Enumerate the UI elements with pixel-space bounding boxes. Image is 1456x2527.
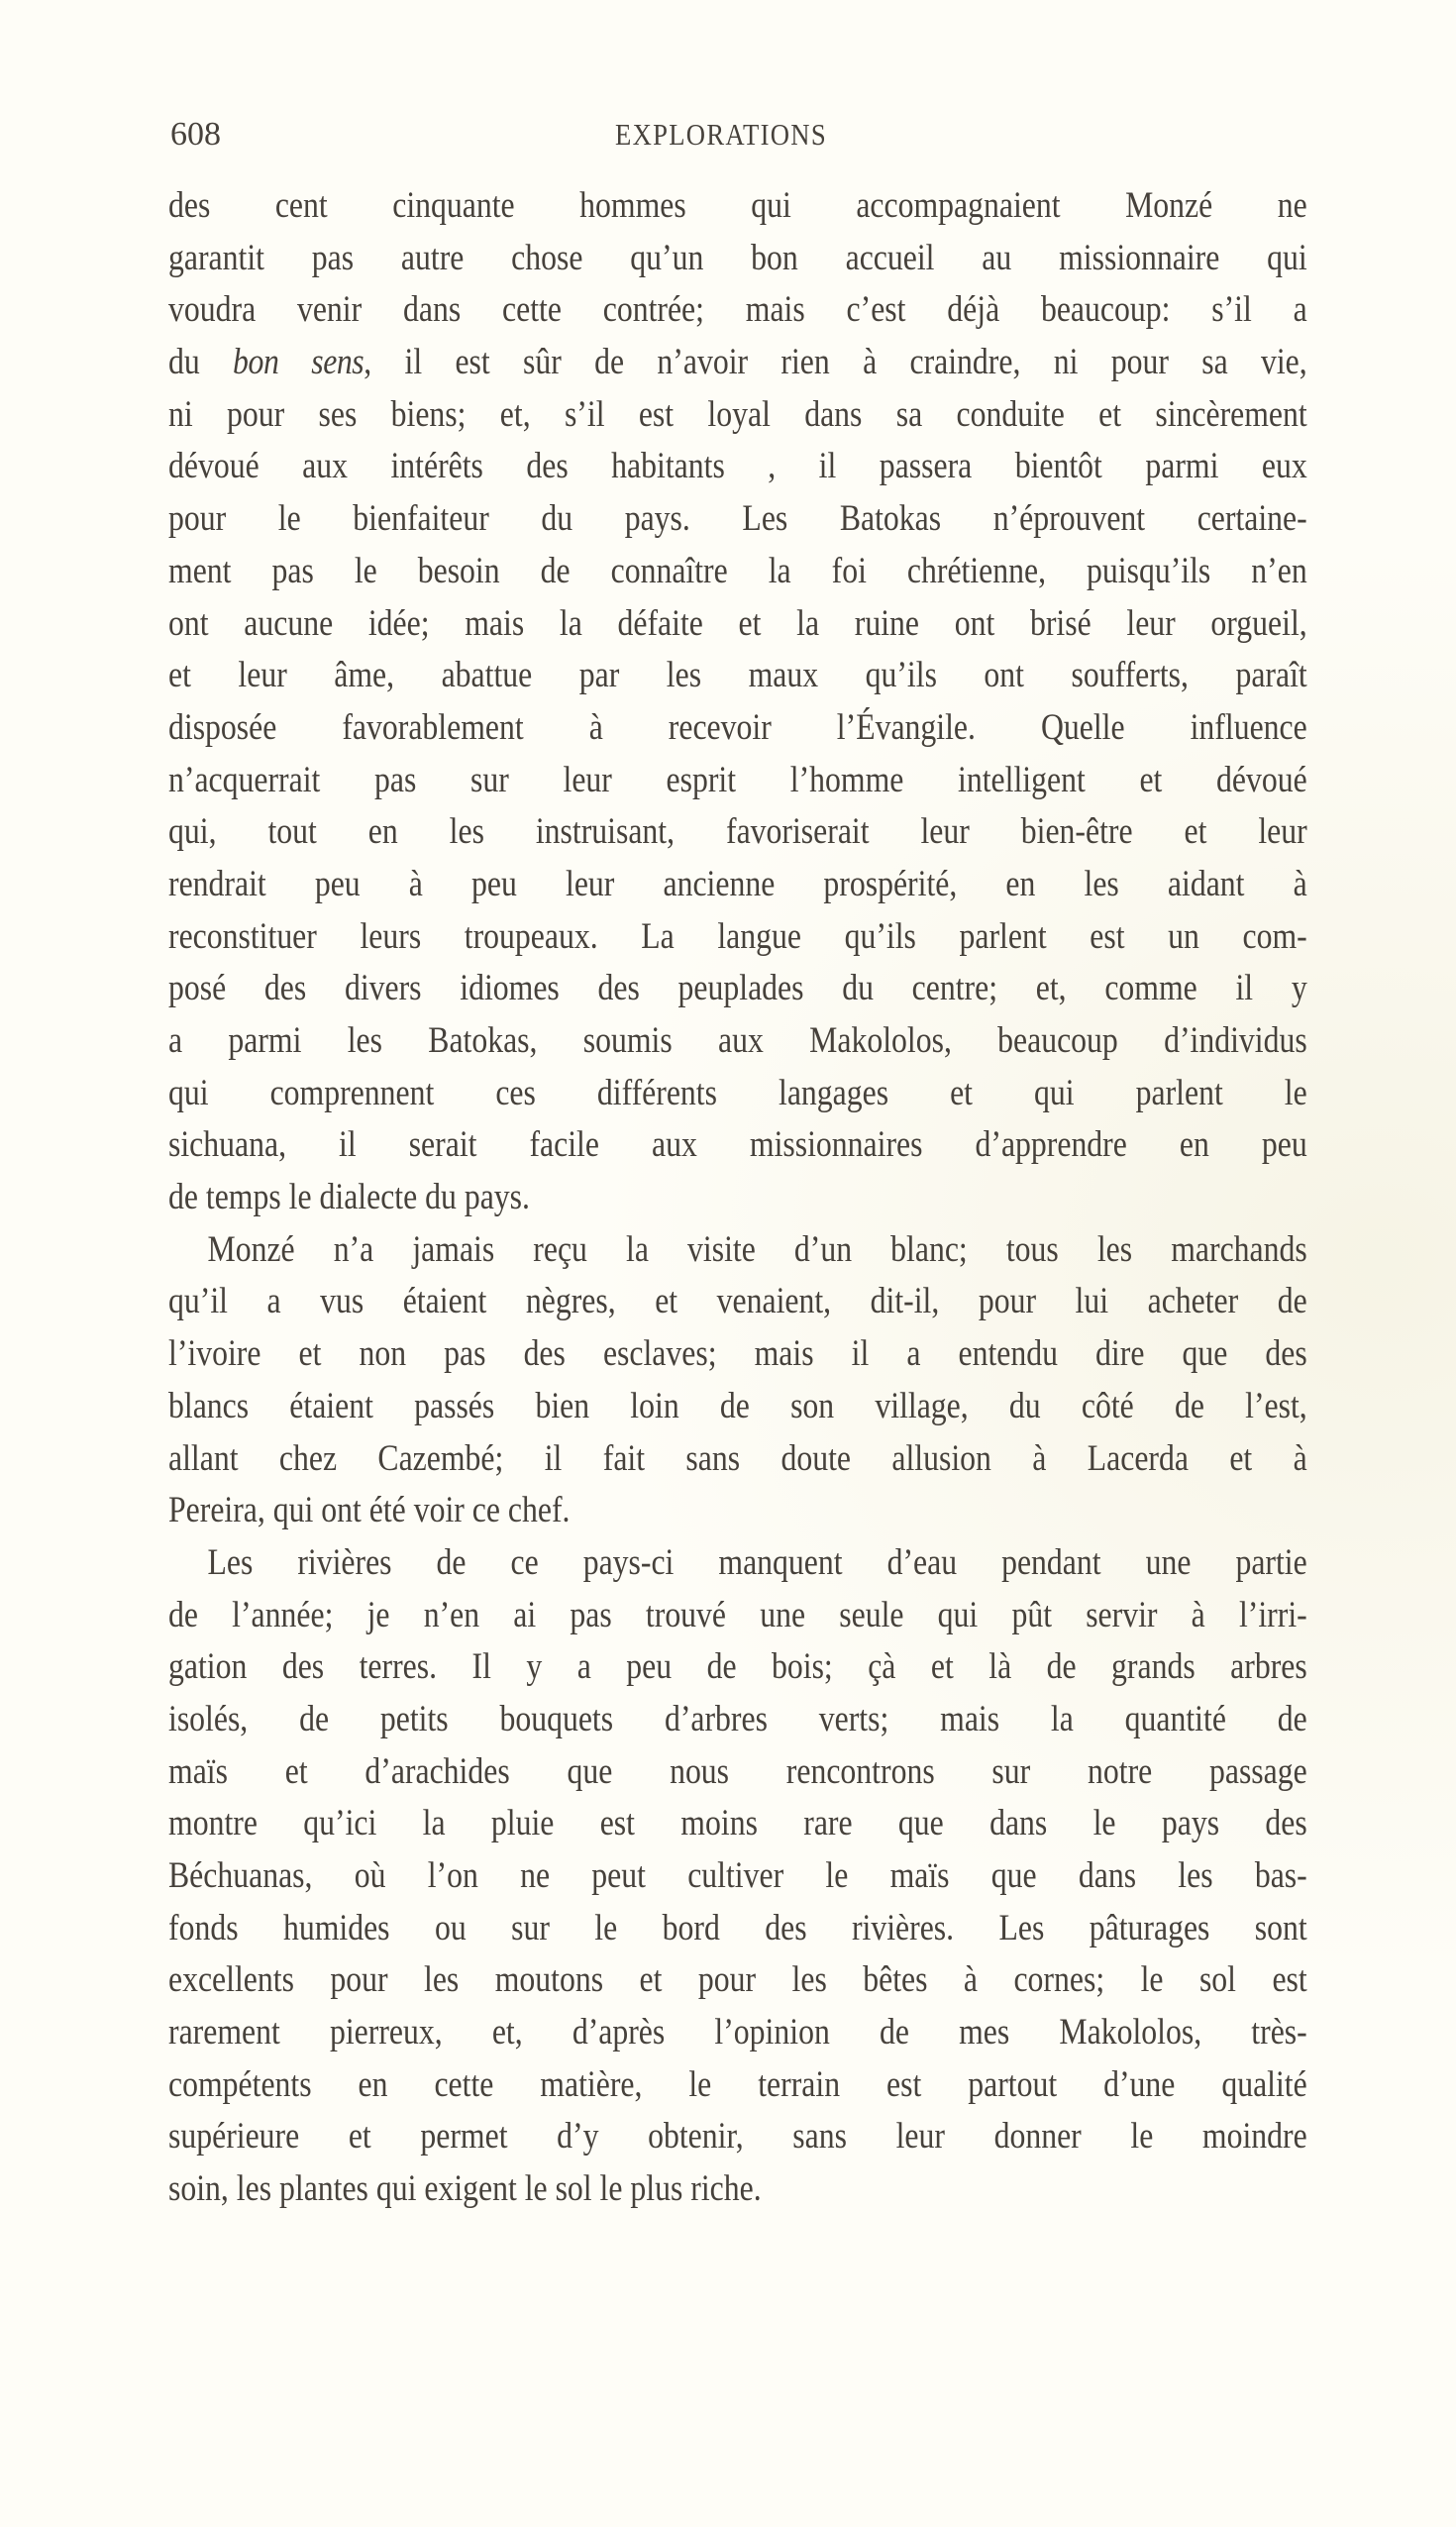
text-line (168, 806, 1307, 859)
body-text (168, 180, 1307, 2216)
text-line (168, 1746, 1307, 1799)
text-line-content: supérieure et permet d’y obtenir, sans leur donner le moindre (168, 2116, 1307, 2158)
text-line-content: sichuana, il serait facile aux missionnaires d’apprendre en peu (168, 1124, 1307, 1166)
text-line (168, 180, 1307, 233)
text-line (168, 598, 1307, 651)
text-line-content: Pereira, qui ont été voir ce chef. (168, 1490, 571, 1531)
text-line-content: qu’il a vus étaient nègres, et venaient, dit-il, pour lui acheter de (168, 1281, 1307, 1322)
text-line-content: fonds humides ou sur le bord des rivières. Les pâturages sont (168, 1907, 1307, 1948)
text-line (168, 546, 1307, 598)
text-run: , il est sûr de n’avoir rien à craindre, ni pour sa vie, (364, 342, 1307, 383)
text-line (168, 1641, 1307, 1694)
text-line-content: a parmi les Batokas, soumis aux Makololos, beaucoup d’individus (168, 1020, 1307, 1061)
text-line (168, 1119, 1307, 1172)
text-line (168, 2163, 1307, 2216)
text-line (168, 1850, 1307, 1903)
text-line-content: et leur âme, abattue par les maux qu’ils ont soufferts, paraît (168, 655, 1307, 696)
text-line-content: posé des divers idiomes des peuplades du centre; et, comme il y (168, 968, 1307, 1009)
text-line-content: n’acquerrait pas sur leur esprit l’homme intelligent et dévoué (168, 759, 1307, 800)
text-line (168, 1903, 1307, 1955)
text-line-content: dévoué aux intérêts des habitants , il passera bientôt parmi eux (168, 446, 1307, 487)
running-head (170, 113, 1307, 157)
text-line-content: des cent cinquante hommes qui accompagnaient Monzé ne (168, 185, 1307, 226)
text-line-content: garantit pas autre chose qu’un bon accueil au missionnaire qui (168, 237, 1307, 278)
text-line-content: soin, les plantes qui exigent le sol le plus riche. (168, 2168, 762, 2210)
text-line (168, 233, 1307, 285)
text-line-content: disposée favorablement à recevoir l’Évangile. Quelle influence (168, 706, 1307, 748)
text-line (168, 1694, 1307, 1746)
text-line (168, 1328, 1307, 1381)
text-line-content: allant chez Cazembé; il fait sans doute allusion à Lacerda et à (168, 1437, 1307, 1479)
text-line (168, 1954, 1307, 2007)
text-line (168, 1068, 1307, 1120)
text-line (168, 1485, 1307, 1537)
page-number: 608 (170, 116, 221, 153)
text-line-content: gation des terres. Il y a peu de bois; çà et là de grands arbres (168, 1646, 1307, 1688)
text-line-content: de l’année; je n’en ai pas trouvé une seule qui pût servir à l’irri- (168, 1594, 1307, 1635)
text-line-content: rendrait peu à peu leur ancienne prospérité, en les aidant à (168, 863, 1307, 904)
text-line (168, 493, 1307, 546)
text-line-content: Béchuanas, où l’on ne peut cultiver le maïs que dans les bas- (168, 1855, 1307, 1896)
running-title: EXPLORATIONS (615, 117, 827, 152)
text-line (168, 963, 1307, 1015)
text-line-content: l’ivoire et non pas des esclaves; mais il a entendu dire que des (168, 1333, 1307, 1375)
text-line-content: isolés, de petits bouquets d’arbres verts; mais la quantité de (168, 1698, 1307, 1739)
text-line-content: reconstituer leurs troupeaux. La langue qu’ils parlent est un com- (168, 915, 1307, 957)
text-line-content: pour le bienfaiteur du pays. Les Batokas n’éprouvent certaine- (168, 498, 1307, 540)
text-line-content: blancs étaient passés bien loin de son village, du côté de l’est, (168, 1385, 1307, 1426)
text-line (168, 1590, 1307, 1642)
text-line-content: ni pour ses biens; et, s’il est loyal dans sa conduite et sincèrement (168, 393, 1307, 435)
text-line (168, 911, 1307, 964)
text-line (168, 1015, 1307, 1068)
text-line-content: ment pas le besoin de connaître la foi chrétienne, puisqu’ils n’en (168, 550, 1307, 591)
paragraph (168, 180, 1307, 1224)
text-line-content: Les rivières de ce pays-ci manquent d’eau pendant une partie (207, 1541, 1307, 1583)
text-line (168, 1172, 1307, 1224)
text-line-content: compétents en cette matière, le terrain est partout d’une qualité (168, 2063, 1307, 2105)
text-line (168, 1381, 1307, 1433)
text-line-content: de temps le dialecte du pays. (168, 1177, 530, 1218)
text-line (168, 337, 1307, 389)
text-line (168, 441, 1307, 493)
text-line-content: excellents pour les moutons et pour les bêtes à cornes; le sol est (168, 1959, 1307, 2001)
text-line-content: rarement pierreux, et, d’après l’opinion de mes Makololos, très- (168, 2012, 1307, 2053)
paragraph (168, 1224, 1307, 1537)
text-line-content: montre qu’ici la pluie est moins rare que dans le pays des (168, 1803, 1307, 1844)
text-line (168, 2059, 1307, 2112)
paragraph (168, 1537, 1307, 2216)
italic-emphasis: bon sens (233, 342, 364, 383)
text-line-content: Monzé n’a jamais reçu la visite d’un blanc; tous les marchands (207, 1228, 1307, 1270)
text-run: du (168, 342, 234, 383)
text-line (168, 1224, 1307, 1277)
text-line-content: ont aucune idée; mais la défaite et la ruine ont brisé leur orgueil, (168, 602, 1307, 644)
text-line-content: qui, tout en les instruisant, favoriserait leur bien-être et leur (168, 811, 1307, 853)
text-line-content: qui comprennent ces différents langages et qui parlent le (168, 1072, 1307, 1113)
text-line (168, 389, 1307, 442)
text-line (168, 1433, 1307, 1486)
text-line (168, 2007, 1307, 2059)
text-line-content (168, 337, 1307, 389)
text-line-content: voudra venir dans cette contrée; mais c’est déjà beaucoup: s’il a (168, 289, 1307, 331)
text-line-content: maïs et d’arachides que nous rencontrons sur notre passage (168, 1750, 1307, 1792)
text-line (168, 755, 1307, 807)
text-line (168, 284, 1307, 337)
text-line (168, 2111, 1307, 2163)
text-line (168, 859, 1307, 911)
text-line (168, 1798, 1307, 1850)
text-line (168, 1537, 1307, 1590)
text-line (168, 650, 1307, 702)
text-line (168, 1276, 1307, 1328)
text-line (168, 702, 1307, 755)
